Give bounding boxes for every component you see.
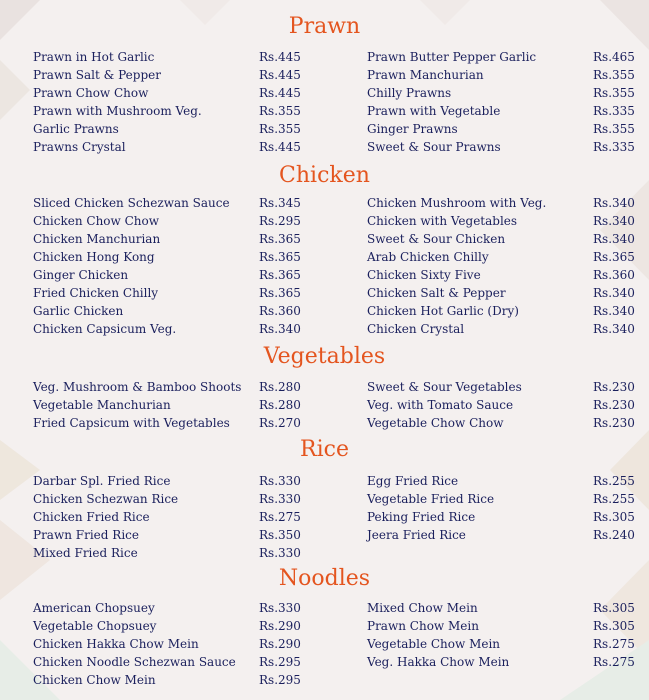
item-price: Rs.340 — [593, 214, 635, 228]
menu-item — [367, 138, 649, 156]
item-name: Prawn Chow Mein — [367, 619, 479, 633]
item-name: Arab Chicken Chilly — [367, 250, 489, 264]
item-name: Ginger Prawns — [367, 122, 458, 136]
item-price: Rs.340 — [593, 304, 635, 318]
item-price: Rs.305 — [593, 510, 635, 524]
item-price: Rs.290 — [259, 637, 301, 651]
right-column — [367, 48, 649, 156]
item-price: Rs.365 — [259, 250, 301, 264]
item-name: Chicken Crystal — [367, 322, 465, 336]
item-name: Prawn with Mushroom Veg. — [33, 104, 202, 118]
item-name: Prawn in Hot Garlic — [33, 50, 155, 64]
item-price: Rs.275 — [593, 655, 635, 669]
item-price: Rs.335 — [593, 140, 635, 154]
menu-item — [367, 617, 649, 635]
item-name: Veg. with Tomato Sauce — [367, 398, 514, 412]
right-column — [367, 194, 649, 338]
item-name: Mixed Fried Rice — [33, 546, 138, 560]
section-title: Prawn — [288, 14, 361, 39]
section-title: Rice — [300, 437, 349, 462]
item-name: Vegetable Manchurian — [33, 398, 171, 412]
menu-item — [367, 508, 649, 526]
item-name: Veg. Hakka Chow Mein — [367, 655, 510, 669]
item-name: Chicken Mushroom with Veg. — [367, 196, 547, 210]
menu-item — [33, 635, 333, 653]
item-price: Rs.330 — [259, 601, 301, 615]
item-name: Prawn Chow Chow — [33, 86, 149, 100]
item-price: Rs.255 — [593, 492, 635, 506]
item-name: Fried Chicken Chilly — [33, 286, 159, 300]
item-price: Rs.355 — [593, 68, 635, 82]
left-column — [33, 472, 333, 562]
item-name: Chicken Fried Rice — [33, 510, 150, 524]
item-price: Rs.360 — [259, 304, 301, 318]
item-price: Rs.270 — [259, 416, 301, 430]
item-name: Sliced Chicken Schezwan Sauce — [33, 196, 230, 210]
item-price: Rs.295 — [259, 655, 301, 669]
item-name: Vegetable Chow Chow — [367, 416, 504, 430]
item-price: Rs.355 — [259, 122, 301, 136]
section-title: Vegetables — [263, 344, 386, 369]
item-name: Prawn Butter Pepper Garlic — [367, 50, 537, 64]
item-price: Rs.340 — [593, 232, 635, 246]
item-price: Rs.330 — [259, 546, 301, 560]
item-name: Sweet & Sour Chicken — [367, 232, 506, 246]
menu-item — [33, 212, 333, 230]
item-name: Chilly Prawns — [367, 86, 452, 100]
item-name: Chicken Sixty Five — [367, 268, 481, 282]
item-price: Rs.230 — [593, 398, 635, 412]
item-name: Prawn with Vegetable — [367, 104, 501, 118]
item-price: Rs.240 — [593, 528, 635, 542]
item-price: Rs.280 — [259, 380, 301, 394]
menu-item — [367, 120, 649, 138]
item-price: Rs.445 — [259, 68, 301, 82]
menu-item — [33, 48, 333, 66]
item-name: Chicken Noodle Schezwan Sauce — [33, 655, 236, 669]
menu-item — [33, 102, 333, 120]
menu-item — [33, 472, 333, 490]
menu-item — [33, 138, 333, 156]
menu-item — [367, 48, 649, 66]
item-name: Garlic Chicken — [33, 304, 124, 318]
item-name: Chicken Hong Kong — [33, 250, 155, 264]
item-name: Egg Fried Rice — [367, 474, 459, 488]
item-name: Prawn Fried Rice — [33, 528, 139, 542]
item-name: Veg. Mushroom & Bamboo Shoots — [33, 380, 242, 394]
right-column — [367, 378, 649, 432]
item-price: Rs.355 — [259, 104, 301, 118]
item-name: Mixed Chow Mein — [367, 601, 478, 615]
menu-item — [367, 378, 649, 396]
left-column — [33, 378, 333, 432]
item-name: Fried Capsicum with Vegetables — [33, 416, 230, 430]
item-price: Rs.230 — [593, 416, 635, 430]
item-name: Ginger Chicken — [33, 268, 129, 282]
menu-item — [33, 84, 333, 102]
item-price: Rs.305 — [593, 619, 635, 633]
item-name: Chicken Schezwan Rice — [33, 492, 179, 506]
menu-item — [33, 194, 333, 212]
item-name: Garlic Prawns — [33, 122, 119, 136]
menu-item — [367, 266, 649, 284]
menu-item — [33, 320, 333, 338]
item-name: Prawns Crystal — [33, 140, 126, 154]
item-name: Chicken Chow Chow — [33, 214, 160, 228]
menu-item — [367, 194, 649, 212]
item-price: Rs.365 — [259, 232, 301, 246]
item-price: Rs.340 — [259, 322, 301, 336]
item-price: Rs.335 — [593, 104, 635, 118]
menu-item — [367, 526, 649, 544]
item-name: Sweet & Sour Prawns — [367, 140, 501, 154]
section-title: Chicken — [279, 163, 370, 188]
item-name: Chicken Hakka Chow Mein — [33, 637, 199, 651]
item-price: Rs.465 — [593, 50, 635, 64]
item-name: Chicken with Vegetables — [367, 214, 518, 228]
menu-item — [367, 396, 649, 414]
item-price: Rs.360 — [593, 268, 635, 282]
menu-item — [33, 671, 333, 689]
menu-item — [367, 212, 649, 230]
item-price: Rs.330 — [259, 474, 301, 488]
item-price: Rs.290 — [259, 619, 301, 633]
item-name: Chicken Manchurian — [33, 232, 161, 246]
item-name: American Chopsuey — [33, 601, 155, 615]
item-price: Rs.365 — [259, 268, 301, 282]
item-name: Prawn Manchurian — [367, 68, 484, 82]
item-price: Rs.230 — [593, 380, 635, 394]
item-name: Peking Fried Rice — [367, 510, 476, 524]
item-name: Vegetable Chopsuey — [33, 619, 157, 633]
menu-item — [33, 526, 333, 544]
item-name: Vegetable Chow Mein — [367, 637, 501, 651]
item-price: Rs.355 — [593, 86, 635, 100]
menu-item — [33, 617, 333, 635]
menu-item — [33, 248, 333, 266]
menu-item — [367, 599, 649, 617]
item-price: Rs.305 — [593, 601, 635, 615]
menu-item — [33, 508, 333, 526]
menu-item — [367, 635, 649, 653]
menu-item — [33, 396, 333, 414]
menu-item — [367, 230, 649, 248]
left-column — [33, 599, 333, 689]
item-price: Rs.340 — [593, 322, 635, 336]
item-name: Vegetable Fried Rice — [367, 492, 495, 506]
menu-item — [33, 599, 333, 617]
menu-item — [367, 490, 649, 508]
left-column — [33, 48, 333, 156]
menu-item — [33, 120, 333, 138]
item-price: Rs.365 — [593, 250, 635, 264]
item-name: Darbar Spl. Fried Rice — [33, 474, 171, 488]
menu-item — [367, 248, 649, 266]
item-price: Rs.280 — [259, 398, 301, 412]
menu-item — [33, 302, 333, 320]
menu-item — [33, 284, 333, 302]
menu-item — [367, 414, 649, 432]
item-name: Chicken Salt & Pepper — [367, 286, 506, 300]
item-price: Rs.445 — [259, 50, 301, 64]
menu-item — [33, 414, 333, 432]
menu-item — [367, 320, 649, 338]
menu-item — [367, 653, 649, 671]
item-name: Prawn Salt & Pepper — [33, 68, 161, 82]
section-title: Noodles — [278, 566, 371, 591]
item-price: Rs.295 — [259, 214, 301, 228]
item-price: Rs.340 — [593, 286, 635, 300]
menu-item — [33, 66, 333, 84]
right-column — [367, 599, 649, 671]
item-name: Chicken Capsicum Veg. — [33, 322, 177, 336]
item-price: Rs.275 — [259, 510, 301, 524]
right-column — [367, 472, 649, 544]
menu-item — [367, 66, 649, 84]
menu-item — [33, 490, 333, 508]
item-name: Jeera Fried Rice — [367, 528, 466, 542]
item-price: Rs.445 — [259, 86, 301, 100]
item-price: Rs.350 — [259, 528, 301, 542]
item-price: Rs.295 — [259, 673, 301, 687]
item-price: Rs.255 — [593, 474, 635, 488]
item-price: Rs.345 — [259, 196, 301, 210]
left-column — [33, 194, 333, 338]
item-price: Rs.365 — [259, 286, 301, 300]
item-price: Rs.330 — [259, 492, 301, 506]
item-name: Chicken Chow Mein — [33, 673, 156, 687]
item-price: Rs.340 — [593, 196, 635, 210]
item-name: Sweet & Sour Vegetables — [367, 380, 522, 394]
item-name: Chicken Hot Garlic (Dry) — [367, 304, 519, 318]
menu-item — [367, 84, 649, 102]
menu-item — [33, 378, 333, 396]
menu-item — [367, 472, 649, 490]
menu-item — [33, 230, 333, 248]
item-price: Rs.445 — [259, 140, 301, 154]
menu-item — [33, 653, 333, 671]
menu-item — [33, 544, 333, 562]
menu-item — [367, 302, 649, 320]
menu-item — [367, 284, 649, 302]
item-price: Rs.355 — [593, 122, 635, 136]
item-price: Rs.275 — [593, 637, 635, 651]
menu-item — [33, 266, 333, 284]
menu-item — [367, 102, 649, 120]
